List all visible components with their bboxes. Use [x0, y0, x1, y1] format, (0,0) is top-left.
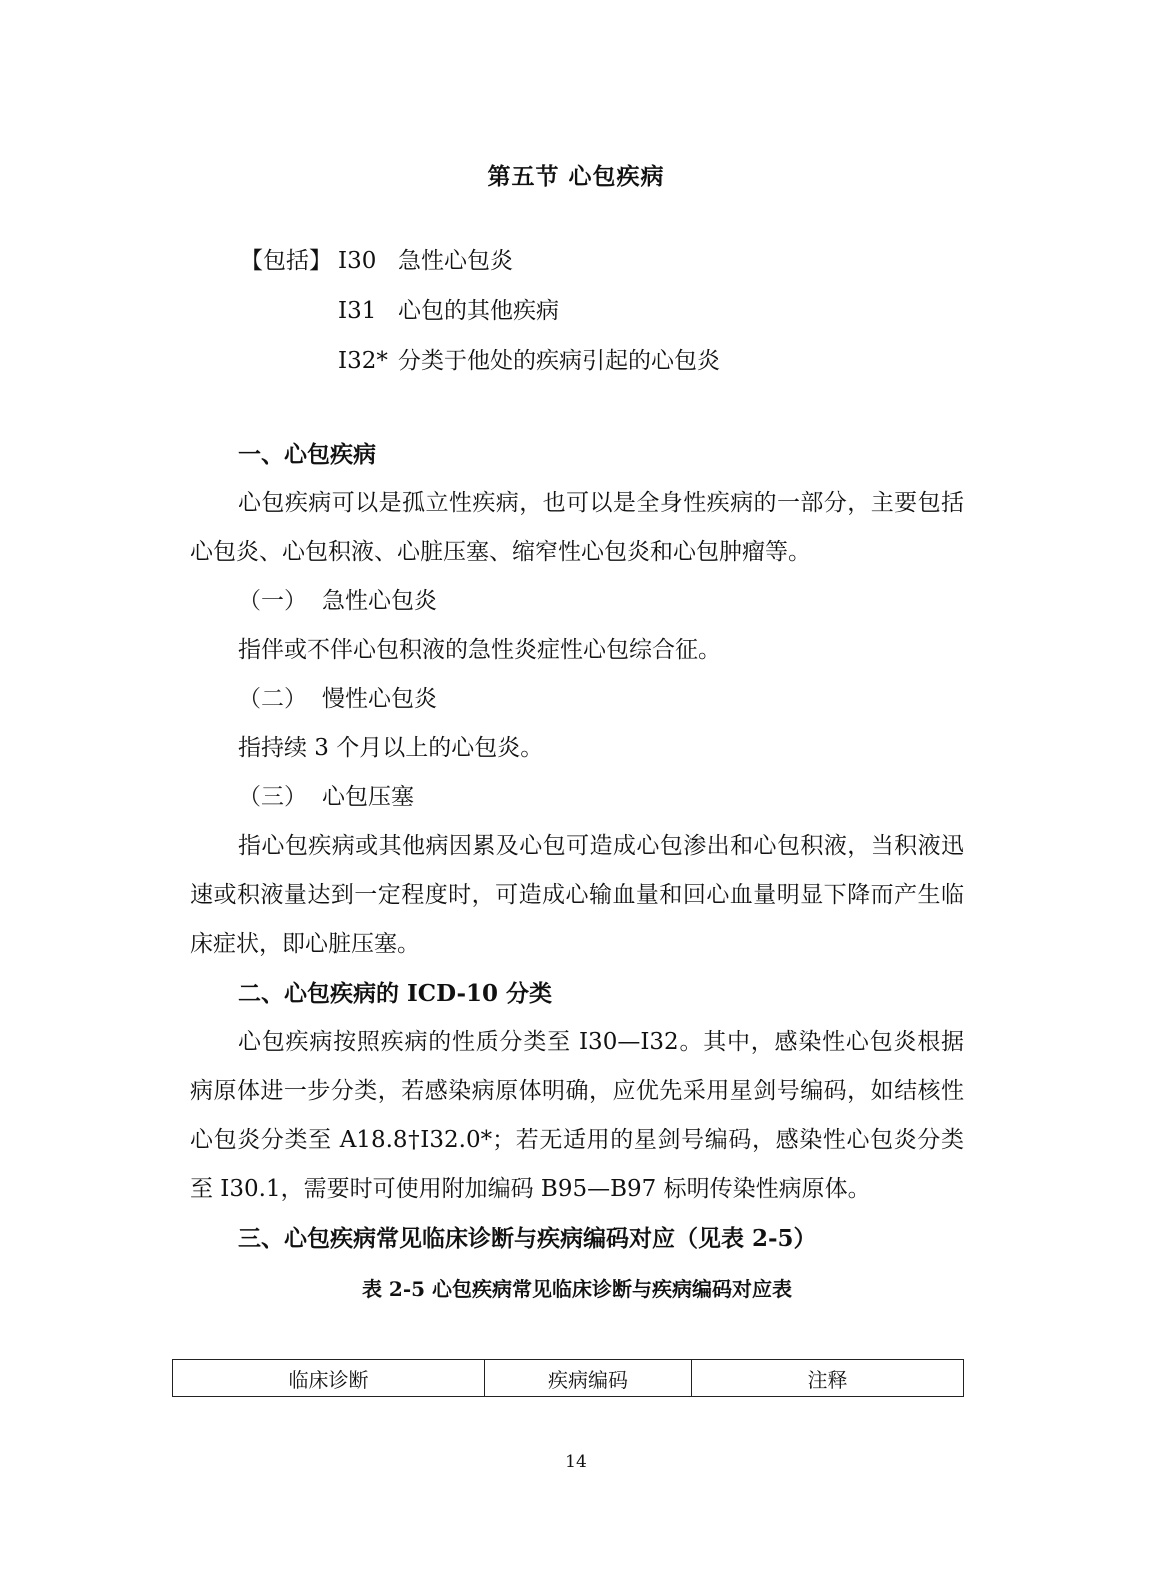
table-title: 表 2-5 心包疾病常见临床诊断与疾病编码对应表	[361, 1277, 793, 1301]
subsection-heading	[190, 577, 964, 626]
subsection-title: 心包压塞	[322, 784, 414, 810]
table-header-cell: 注释	[692, 1360, 964, 1397]
include-row	[240, 336, 720, 386]
subsection-text: 指伴或不伴心包积液的急性炎症性心包综合征。	[238, 637, 721, 663]
include-desc: 急性心包炎	[398, 248, 513, 274]
page-number: 14	[565, 1452, 587, 1472]
subsection-heading	[190, 675, 964, 724]
code-table	[172, 1359, 964, 1397]
include-row	[240, 236, 720, 286]
subsection-number: （三）	[238, 784, 307, 810]
table-header-cell: 疾病编码	[485, 1360, 692, 1397]
include-desc: 心包的其他疾病	[398, 298, 559, 324]
subsection-title: 慢性心包炎	[322, 686, 437, 712]
part3-heading: 三、心包疾病常见临床诊断与疾病编码对应（见表 2-5）	[238, 1225, 817, 1252]
part2-heading: 二、心包疾病的 ICD-10 分类	[238, 980, 553, 1007]
part2-text: 心包疾病按照疾病的性质分类至 I30—I32。其中，感染性心包炎根据病原体进一步分类，若感染病原体明确，应优先采用星剑号编码，如结核性心包炎分类至 A18.8†I32.0*；若无适用的星剑号编码，感染性心包炎分类至 I30.1，需要时可使用附加编码 B95—B97 标明传染性病原体。	[190, 1029, 964, 1202]
include-tag-spacer	[240, 336, 338, 386]
table-header-row	[173, 1360, 964, 1397]
subsection-number: （二）	[238, 686, 307, 712]
include-code: I30	[338, 248, 377, 274]
subsection-text: 指持续 3 个月以上的心包炎。	[238, 735, 544, 761]
subsection-text: 指心包疾病或其他病因累及心包可造成心包渗出和心包积液，当积液迅速或积液量达到一定程度时，可造成心输血量和回心血量明显下降而产生临床症状，即心脏压塞。	[190, 833, 964, 957]
includes-block	[240, 236, 720, 386]
subsection-heading	[190, 773, 964, 822]
subsection-title: 急性心包炎	[322, 588, 437, 614]
subsection-number: （一）	[238, 588, 307, 614]
include-row	[240, 286, 720, 336]
part1-heading: 一、心包疾病	[238, 441, 376, 468]
include-desc: 分类于他处的疾病引起的心包炎	[398, 348, 720, 374]
include-tag-spacer	[240, 286, 338, 336]
document-body	[190, 430, 964, 1307]
section-title: 第五节 心包疾病	[487, 163, 665, 190]
include-tag: 【包括】	[240, 248, 332, 274]
table-header-cell: 临床诊断	[173, 1360, 485, 1397]
include-code: I31	[338, 298, 377, 324]
part1-intro: 心包疾病可以是孤立性疾病，也可以是全身性疾病的一部分，主要包括心包炎、心包积液、心脏压塞、缩窄性心包炎和心包肿瘤等。	[190, 490, 964, 565]
include-code: I32*	[338, 348, 388, 374]
